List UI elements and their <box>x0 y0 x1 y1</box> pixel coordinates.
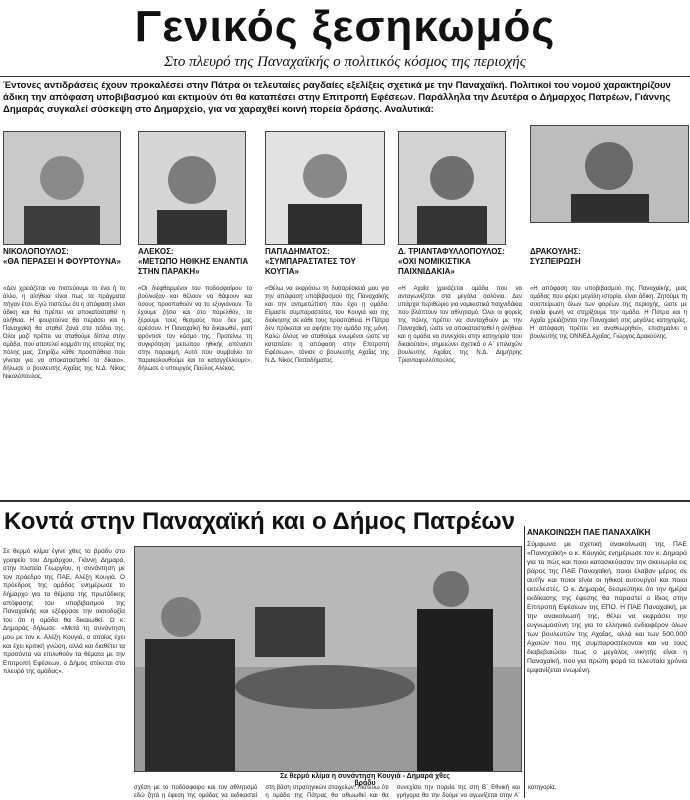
caption-quote: ΣΥΣΠΕΙΡΩΣΗ <box>530 257 581 266</box>
article-column: «Η απόφαση του υποβιβασμού της Παναχαϊκής, μιας ομάδας που φέρει μεγάλη ιστορία, είναι άδικη. Ζητούμε τη συσπείρωση όλων των φορέων της περιοχής, ώστε με ενιαία φωνή να στηρίξουμε την ομάδα. Η Πάτρα και η Αχαΐα χρειάζονται την Παναχαϊκή στις μεγάλες κατηγορίες. Η απόφαση πρέπει να αναθεωρηθεί», επισημαίνει ο βουλευτής της ΟΝΝΕΔ Αχαΐας, Γιώργος Δρακούλης. <box>530 286 687 340</box>
meeting-photo-caption: Σε θερμό κλίμα η συνάντηση Κουγιά - Δημαρά χθες βράδυ <box>280 773 450 787</box>
intro-paragraph: Έντονες αντιδράσεις έχουν προκαλέσει στην Πάτρα οι τελευταίες ραγδαίες εξελίξεις σχετικά με την Παναχαϊκή. Πολιτικοί του νομού χαρακτηρίζουν άδικη την απόφαση υποβιβασμού και εκτιμούν ότι θα καταπέσει στην Επιτροπή Εφέσεων. Παράλληλα την Δευτέρα ο Δήμαρχος Πατρέων, Γιάννης Δημαράς συγκαλεί σύσκεψη στο Δημαρχείο, για να χαραχθεί κοινή πορεία δράσης. Αναλυτικά: <box>3 80 671 115</box>
portrait-photo <box>3 131 121 245</box>
caption-4 <box>398 247 522 277</box>
caption-2 <box>138 247 252 277</box>
caption-3 <box>265 247 389 277</box>
story-body-continued: σχέση με το ποδόσφαιρο και τον αθλητισμό εδώ ζητά η έφεση της ομάδας να εκδικαστεί στη βάση στρατηγικών στοιχείων. Πιστεύω ότι η ομάδα της Πάτρας θα αθωωθεί και θα συνεχίσει την πορεία της στη Β΄ Εθνική και γρήγορα θα την δούμε να αγωνίζεται στην Α΄ κατηγορία. <box>134 785 557 799</box>
caption-quote: «ΜΕΤΩΠΟ ΗΘΙΚΗΣ ΕΝΑΝΤΙΑ ΣΤΗΝ ΠΑΡΑΚΗ» <box>138 257 249 276</box>
article-column: «Η Αχαΐα χρειάζεται ομάδα που να ανταγωνίζεται στα μεγάλα σαλόνια. Δεν υπάρχει περιθώριο για νομικιστικά παιχνιδάκια που βλάπτουν τον αθλητισμό. Όλοι οι φορείς της πόλης πρέπει να συνταχθούν με την Παναχαϊκή, ώστε να αποκατασταθεί η αλήθεια και η ομάδα να συνεχίσει στην κατηγορία που δικαιούται», σημειώνει σχετικά ο Α΄ επιλαχών βουλευτής Αχαΐας της Ν.Δ. Δημήτρης Τριανταφυλλόπουλος. <box>398 286 522 364</box>
portrait-photo <box>138 131 246 245</box>
caption-name: ΔΡΑΚΟΥΛΗΣ: <box>530 247 581 256</box>
section-divider <box>0 500 690 502</box>
caption-quote: «ΣΥΜΠΑΡΑΣΤΑΤΕΣ ΤΟΥ ΚΟΥΓΙΑ» <box>265 257 356 276</box>
caption-quote: «ΘΑ ΠΕΡΑΣΕΙ Η ΦΟΥΡΤΟΥΝΑ» <box>3 257 121 266</box>
main-headline: Γενικός ξεσηκωμός <box>134 2 556 51</box>
story-body: Σε θερμό κλίμα έγινε χθες το βράδυ στο γραφείο του Δημάρχου, Γιάννη Δημαρά, στην πλατεία Γεωργίου, η συνάντηση με τον πρόεδρο της ΠΑΕ, Αλέξη Κουγιά. Ο πρόεδρος της ομάδος ενημέρωσε το δήμαρχο για τα θέματα της πρωτόδικης απόφασης του υποβιβασμού της Παναχαϊκής και εξέφρασε την αισιοδοξία του ότι η ομάδα θα δικαιωθεί. Ο κ. Δημαράς δήλωσε: «Μετά τη συνάντηση μου με τον κ. Αλέξη Κουγιά, ο οποίος έχει και έχει κριτική γνώση, αλλά και διαθέτει τα προσόντα να επιλυθούν τα θέματα με την Επιτροπή Εφέσεων, ο Δήμος στέκεται στο πλευρό της ομάδας». <box>3 548 125 676</box>
article-column: «Οι διεφθαρμένοι του ποδοσφαίρου το βούλιαξαν και θέλουν να θάψουν και όσους προσπαθούν να το εξυγιάνουν. Το έχουμε ζήσει και στο παρελθόν, τα ξέρουμε τους θεσμούς που δεν μας αρέσουν. Η Παναχαϊκή θα δικαιωθεί, γιατί φρόντισε τον κόσμο της. Προτείνω τη συγκρότηση μετώπου ηθικής απέναντι στην παρακμή. Αυτό που συμβαίνει το παρακολουθούμε και το καταγγέλλουμε», δήλωσε ο υπουργός Παύλος Αλέκος. <box>138 286 252 372</box>
article-column: «Δεν χρειάζεται να πιστεύουμε το ένα ή το άλλο, η αλήθεια είναι πως τα πράγματα πήγαν έτσι. Εγώ πιστεύω ότι η απόφαση είναι άδικη και θα πρέπει να αποκατασταθεί η αλήθεια. Η φουρτούνα θα περάσει και η Παναχαϊκή θα σταθεί ξανά στα πόδια της. Όλοι μαζί πρέπει να σταθούμε δίπλα στην ομάδα, που αποτελεί κομμάτι της ιστορίας της πόλης μας. Στηρίζω κάθε προσπάθεια που γίνεται για να αποκατασταθεί το δίκαιο», δήλωσε ο βουλευτής Αχαΐας της Ν.Δ. Νίκος Νικολόπουλος. <box>3 286 125 380</box>
secondary-headline: Κοντά στην Παναχαϊκή και ο Δήμος Πατρέων <box>4 508 515 535</box>
portrait-photo <box>530 125 689 223</box>
article-column: «Θέλω να εκφράσω τη δυσαρέσκειά μου για την απόφαση υποβιβασμού της Παναχαϊκής και την αντιμετώπιση που έχει η ομάδα. Είμαστε συμπαραστάτες του Κουγιά και της διοίκησης σε κάθε τους προσπάθεια. Η Πάτρα δεν πρόκειται να αφήσει την ομάδα της μόνη. Καλώ όλους να σταθούμε ενωμένοι ώστε να καταπέσει η απόφαση στην Επιτροπή Εφέσεων», τόνισε ο βουλευτής Αχαΐας της Ν.Δ. Νίκος Παπαδήματος. <box>265 286 389 364</box>
meeting-photo <box>134 546 522 772</box>
portrait-photo <box>398 131 506 245</box>
caption-name: ΑΛΕΚΟΣ: <box>138 247 174 256</box>
caption-quote: «ΟΧΙ ΝΟΜΙΚΙΣΤΙΚΑ ΠΑΙΧΝΙΔΑΚΙΑ» <box>398 257 471 276</box>
caption-name: ΠΑΠΑΔΗΜΑΤΟΣ: <box>265 247 330 256</box>
caption-1 <box>3 247 125 267</box>
caption-5 <box>530 247 687 267</box>
caption-name: ΝΙΚΟΛΟΠΟΥΛΟΣ: <box>3 247 69 256</box>
announcement-body: Σύμφωνα με σχετική ανακοίνωση της ΠΑΕ «Παναχαϊκή» ο κ. Κουγιάς ενημέρωσε τον κ. Δημαρά για το πώς και ποιοι κατασκεύασαν την σκευωρία εις βάρος της ΠΑΕ Παναχαϊκή, ποιοι έλαβαν μέρος σε αυτήν και ποιοι είναι οι ηθικοί αυτουργοί και ποιοι εκτελεστές. Ο κ. Δημαράς δεσμεύτηκε ότι την ημέρα εκδίκασης της έφεσης θα παραστεί ο ίδιος στην Επιτροπή Εφέσεων της ΕΠΟ. Η ΠΑΕ Παναχαϊκή, με την ανακοίνωσή της, θέλει να εκφράσει την ευγνωμοσύνη της για το ελληνικό ενδιαφέρον όλων των βουλευτών της Αχαΐας, αλλά και των 500.000 Αχαιών που της συμπαραστέκονται και να τους διαβεβαιώσει πως ο μεγάλος νικητής είναι η Παναχαϊκή, που για πρώτη φορά τα τελευταία χρόνια εμφανίζεται ενωμένη. <box>527 541 687 674</box>
caption-name: Δ. ΤΡΙΑΝΤΑΦΥΛΛΟΠΟΥΛΟΣ: <box>398 247 505 256</box>
divider <box>0 76 690 77</box>
announcement-title: ΑΝΑΚΟΙΝΩΣΗ ΠΑΕ ΠΑΝΑΧΑΪΚΗ <box>527 528 651 537</box>
box-divider <box>524 526 525 798</box>
subheadline: Στο πλευρό της Παναχαϊκής ο πολιτικός κόσμος της περιοχής <box>164 54 526 70</box>
portrait-photo <box>265 131 385 245</box>
